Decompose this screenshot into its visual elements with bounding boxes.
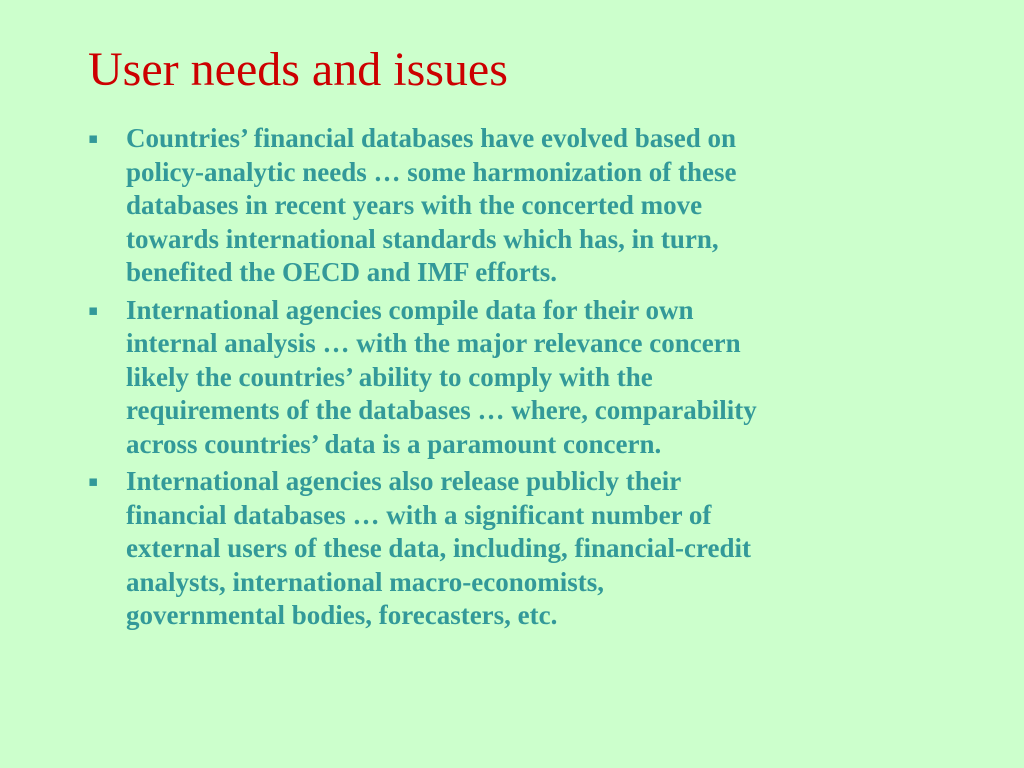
bullet-text-line: likely the countries’ ability to comply with the: [126, 361, 653, 392]
bullet-square-icon: ▪: [88, 300, 99, 319]
bullet-text-line: requirements of the databases … where, comparability: [126, 395, 757, 425]
bullet-text-line: benefited the OECD and IMF efforts.: [126, 257, 557, 287]
bullet-text-line: analysts, international macro-economists,: [126, 566, 604, 597]
bullet-text-line: Countries’ financial databases have evolved based on: [126, 123, 737, 153]
bullet-text-line: external users of these data, including, financial-credit: [126, 533, 751, 563]
bullet-text-line: International agencies also release publicly their: [126, 466, 682, 496]
bullet-text-line: financial databases … with a significant number of: [126, 499, 712, 530]
bullet-text-line: internal analysis … with the major relevance concern: [126, 328, 741, 358]
bullet-square-icon: ▪: [88, 472, 99, 490]
slide-title: User needs and issues: [88, 43, 508, 96]
bullet-item-3: [88, 465, 928, 633]
bullet-text-line: governmental bodies, forecasters, etc.: [126, 600, 558, 630]
bullet-text-line: policy-analytic needs … some harmonization of these: [126, 156, 737, 187]
bullet-list: [88, 122, 928, 637]
bullet-text-line: International agencies compile data for their own: [126, 294, 694, 325]
bullet-item-1: [88, 122, 928, 290]
bullet-item-2: [88, 294, 928, 462]
bullet-text-line: across countries’ data is a paramount concern.: [126, 428, 662, 459]
bullet-square-icon: ▪: [88, 129, 99, 147]
bullet-text-line: towards international standards which has, in turn,: [126, 223, 719, 254]
bullet-text-line: databases in recent years with the concerted move: [126, 190, 703, 220]
